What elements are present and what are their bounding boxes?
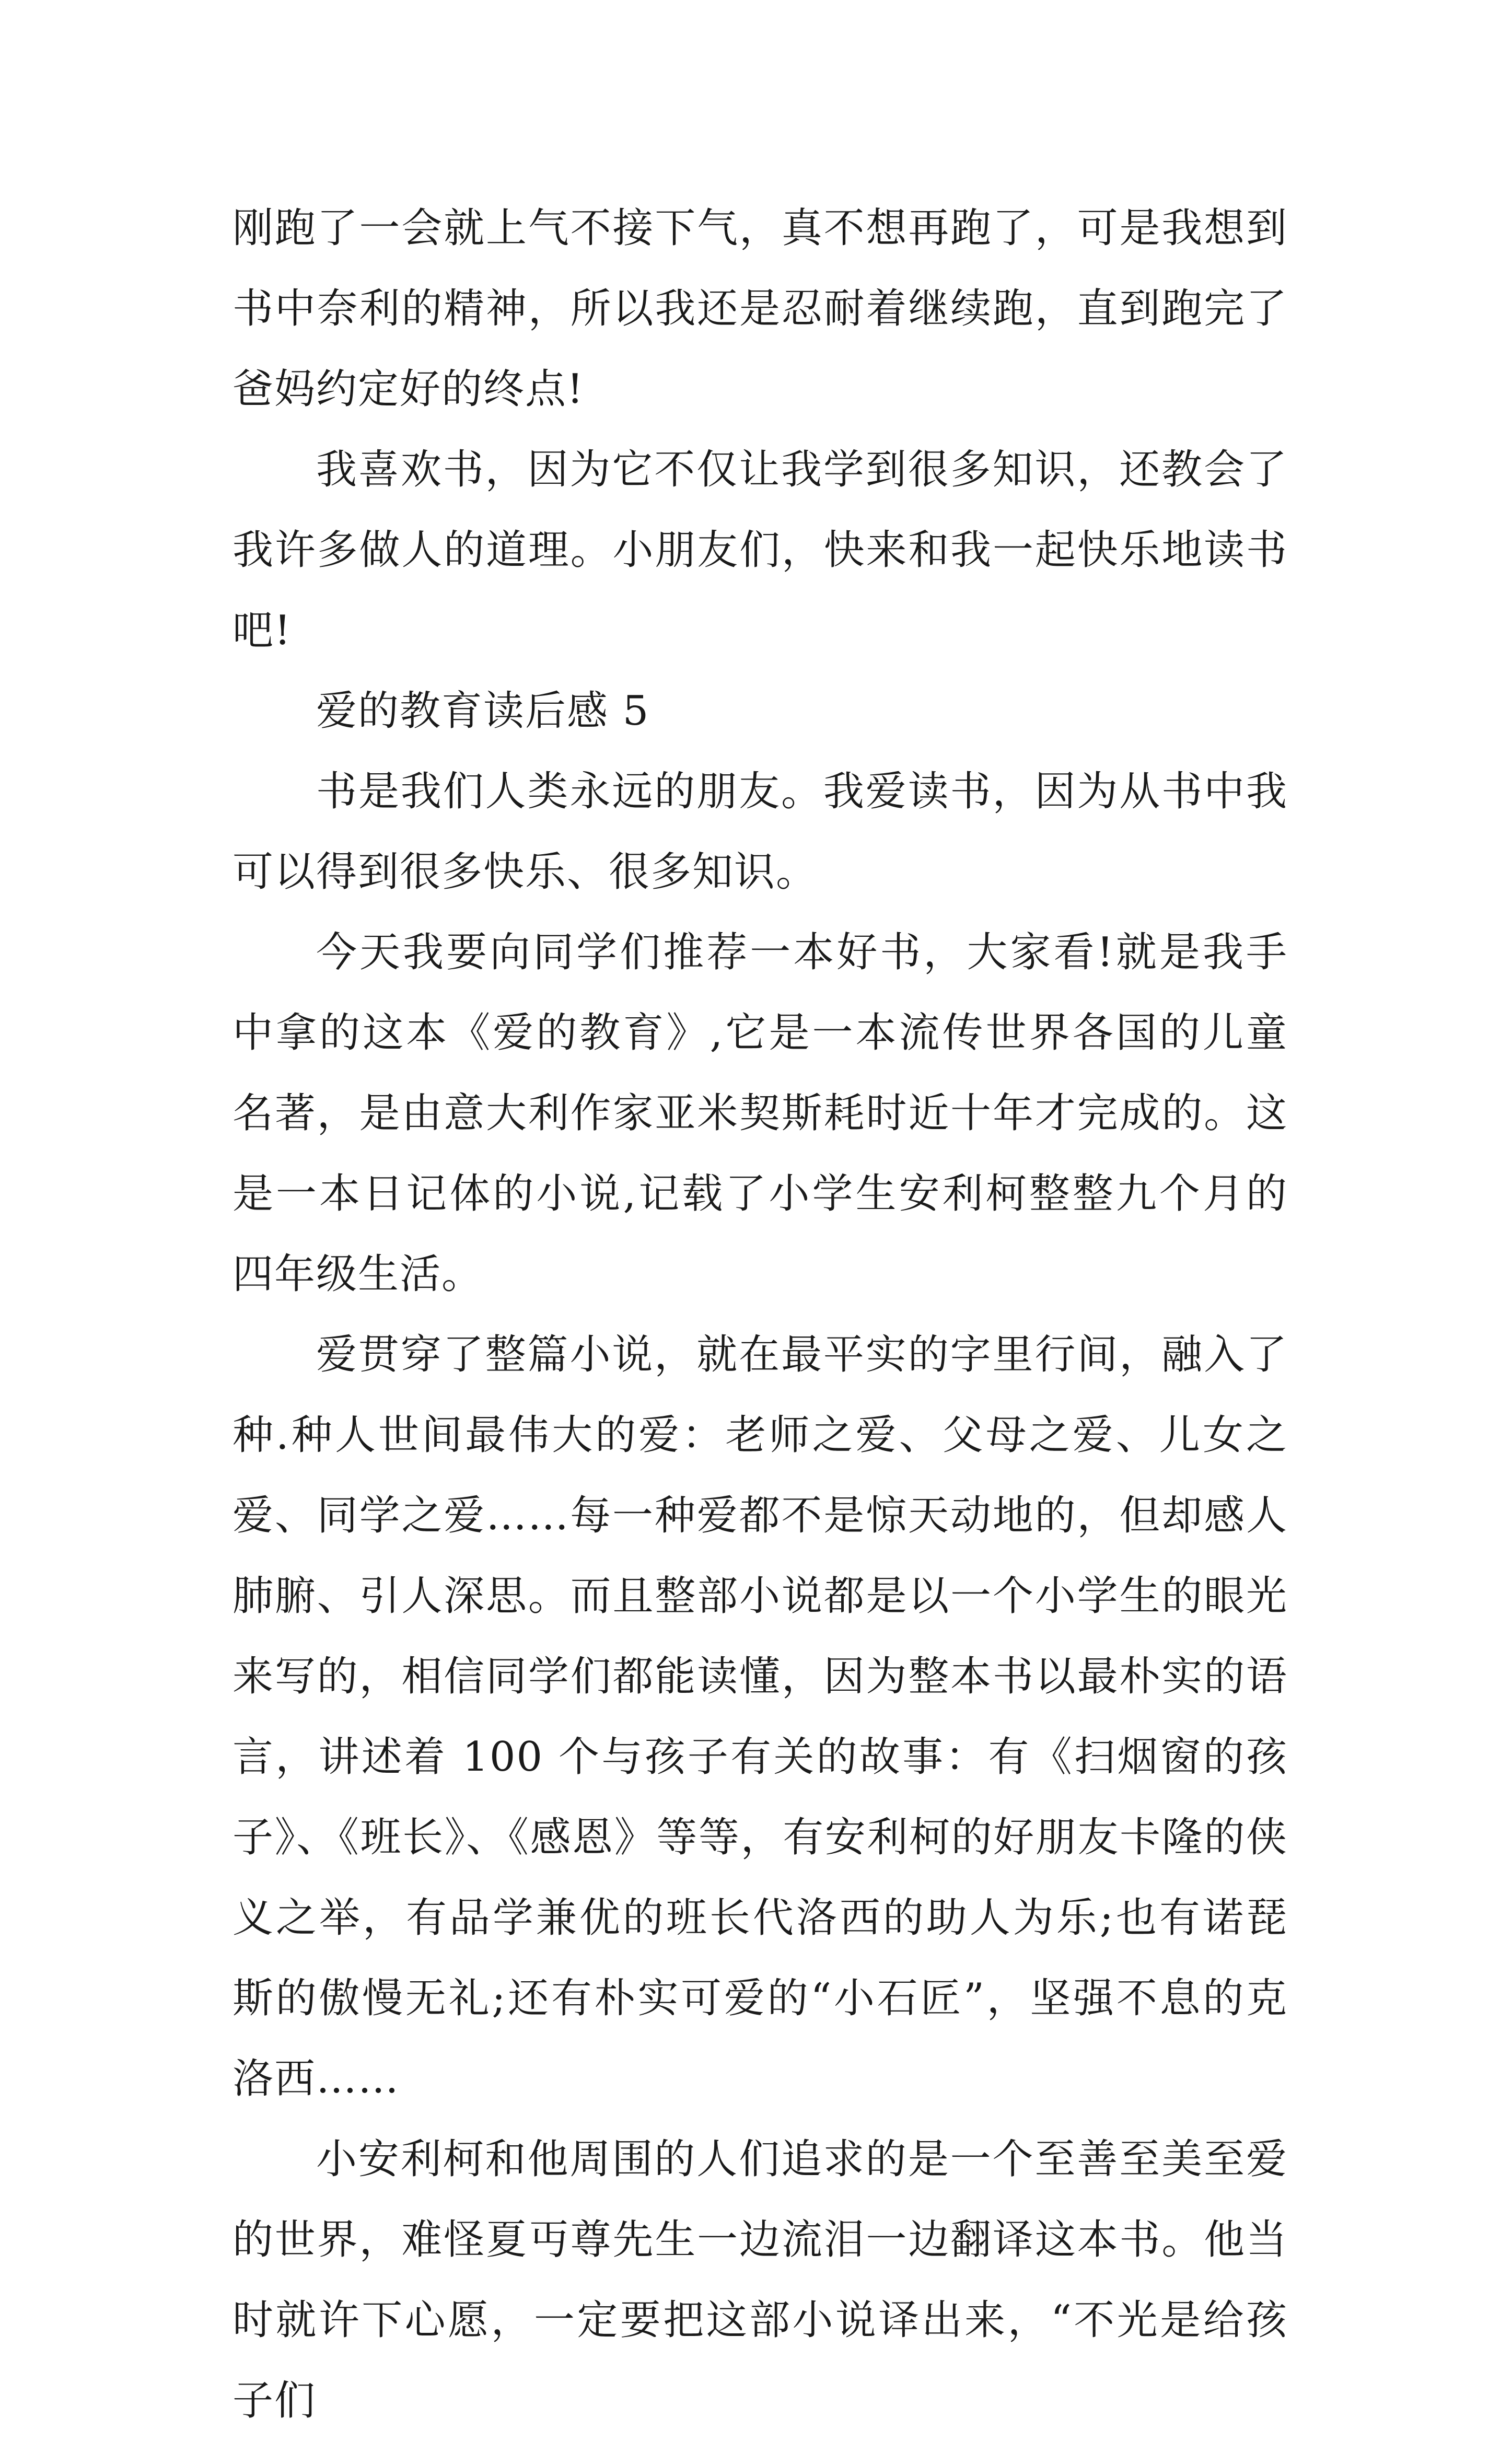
paragraph-recommend-book: 今天我要向同学们推荐一本好书，大家看!就是我手中拿的这本《爱的教育》,它是一本流传世界各国的儿童名著，是由意大利作家亚米契斯耗时近十年才完成的。这是一本日记体的小说,记载了小学生安利柯整整九个月的四年级生活。 xyxy=(232,929,1288,1298)
paragraph-love-through-novel: 爱贯穿了整篇小说，就在最平实的字里行间，融入了种.种人世间最伟大的爱：老师之爱、父母之爱、儿女之爱、同学之爱……每一种爱都不是惊天动地的，但却感人肺腑、引人深思。而且整部小说都是以一个小学生的眼光来写的，相信同学们都能读懂，因为整本书以最朴实的语言，讲述着 100 个与孩子有关的故事：有《扫烟窗的孩子》、《班长》、《感恩》等等，有安利柯的好朋友卡隆的侠义之举，有品学兼优的班长代洛西的助人为乐;也有诺琵斯的傲慢无礼;还有朴实可爱的“小石匠”，坚强不息的克洛西…… xyxy=(232,1331,1288,2102)
section-heading: 爱的教育读后感 5 xyxy=(316,688,650,735)
document-body xyxy=(232,188,1288,2441)
paragraph-continuation: 刚跑了一会就上气不接下气，真不想再跑了，可是我想到书中奈利的精神，所以我还是忍耐着继续跑，直到跑完了爸妈约定好的终点! xyxy=(232,205,1288,413)
paragraph-books-friends: 书是我们人类永远的朋友。我爱读书，因为从书中我可以得到很多快乐、很多知识。 xyxy=(232,768,1288,896)
paragraph-like-books: 我喜欢书，因为它不仅让我学到很多知识，还教会了我许多做人的道理。小朋友们，快来和我一起快乐地读书吧! xyxy=(232,446,1288,654)
paragraph-enrico-world: 小安利柯和他周围的人们追求的是一个至善至美至爱的世界，难怪夏丏尊先生一边流泪一边翻译这本书。他当时就许下心愿，一定要把这部小说译出来，“不光是给孩子们 xyxy=(232,2136,1288,2424)
